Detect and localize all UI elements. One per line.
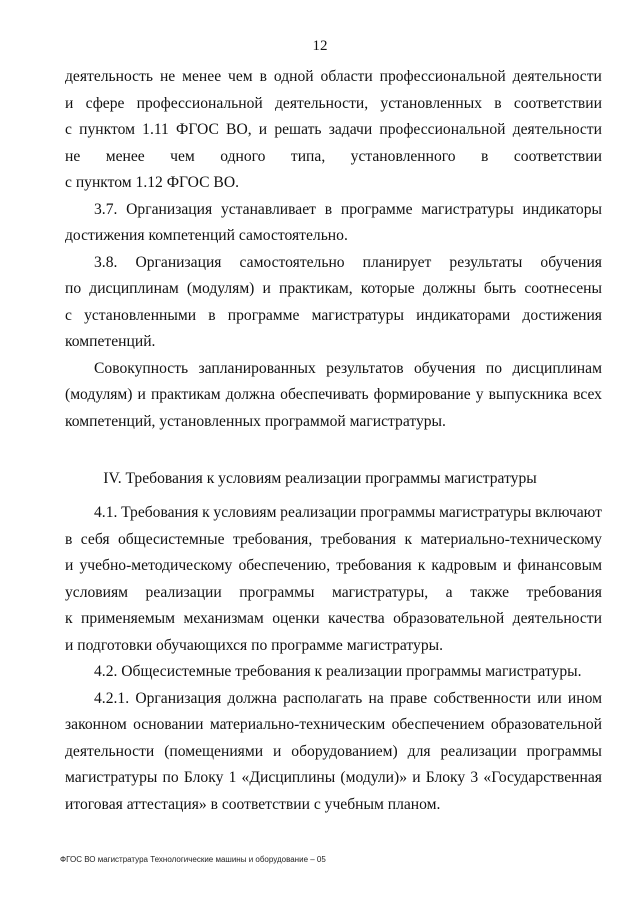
word: устанавливает bbox=[220, 200, 316, 218]
word: и bbox=[137, 386, 146, 403]
word: Требования bbox=[121, 504, 199, 521]
word: индикаторами bbox=[416, 306, 511, 324]
word: индикаторы bbox=[522, 200, 602, 218]
word: и bbox=[412, 769, 421, 786]
word: по bbox=[162, 769, 179, 786]
word: сфере bbox=[85, 94, 125, 112]
word: Блоку bbox=[183, 769, 224, 786]
text-line bbox=[65, 144, 602, 171]
word: реализации bbox=[440, 742, 517, 760]
word: программы bbox=[526, 742, 602, 760]
word: Организация bbox=[135, 253, 222, 271]
word: должна bbox=[225, 386, 276, 403]
word: качества bbox=[328, 610, 385, 627]
word: формирование bbox=[373, 386, 471, 403]
word: программе bbox=[340, 200, 413, 218]
word: самостоятельно bbox=[239, 253, 345, 271]
word: с bbox=[65, 121, 72, 138]
word: профессиональной bbox=[379, 121, 506, 138]
word: соответствии bbox=[513, 147, 602, 165]
word: деятельности bbox=[65, 742, 155, 760]
word: деятельности bbox=[512, 68, 602, 85]
text-line bbox=[65, 64, 602, 91]
word: требования bbox=[336, 557, 412, 574]
word: материально-техническому bbox=[420, 530, 602, 548]
word: ВО, bbox=[226, 121, 252, 138]
word: (модули)» bbox=[340, 769, 407, 786]
text-line bbox=[65, 197, 602, 224]
word: программы bbox=[360, 504, 436, 521]
word: и bbox=[273, 742, 282, 760]
word: установленных bbox=[380, 94, 483, 112]
word: себя bbox=[80, 530, 110, 548]
word: деятельность bbox=[65, 68, 154, 85]
text-line: итоговая аттестация» в соответствии с учебным планом. bbox=[65, 795, 441, 813]
word: Совокупность bbox=[94, 359, 189, 377]
word: располагать bbox=[283, 689, 363, 707]
word: к bbox=[202, 504, 210, 521]
text-line bbox=[65, 580, 602, 607]
text-line bbox=[65, 250, 602, 277]
word: оборудованием) bbox=[291, 742, 398, 760]
word: или bbox=[537, 689, 562, 707]
word: для bbox=[407, 742, 431, 760]
text-line bbox=[65, 686, 602, 713]
word: и bbox=[262, 280, 271, 297]
word: обеспечивать bbox=[280, 386, 369, 403]
word: установленного bbox=[350, 147, 456, 165]
word: Блоку bbox=[425, 769, 466, 786]
word: деятельности bbox=[512, 121, 602, 138]
text-line bbox=[65, 303, 602, 330]
text-line: с пунктом 1.12 ФГОС ВО. bbox=[65, 174, 239, 191]
word: достижения bbox=[522, 306, 602, 324]
word: практикам, bbox=[278, 280, 353, 297]
word: решать bbox=[274, 121, 322, 138]
word: быть bbox=[483, 280, 517, 297]
word: типа, bbox=[290, 147, 326, 165]
word: обеспечению, bbox=[238, 557, 331, 574]
word: 1 bbox=[228, 769, 237, 786]
word: и bbox=[65, 94, 74, 112]
text-line bbox=[65, 712, 602, 739]
word: Организация bbox=[126, 200, 213, 218]
word: финансовым bbox=[517, 557, 602, 574]
word: магистратуры bbox=[65, 769, 158, 786]
text-line bbox=[65, 765, 602, 792]
word: в bbox=[259, 68, 267, 85]
text-line: компетенций. bbox=[65, 333, 156, 350]
word: программы bbox=[239, 583, 315, 601]
word: обеспечением bbox=[391, 716, 485, 733]
word: и bbox=[503, 557, 512, 574]
word: магистратуры bbox=[439, 504, 532, 521]
word: запланированных bbox=[198, 359, 316, 377]
word: и bbox=[65, 557, 74, 574]
word: 3 bbox=[470, 769, 479, 786]
word: требования bbox=[526, 583, 602, 601]
word: (помещениями bbox=[164, 742, 264, 760]
word: должна bbox=[227, 689, 277, 707]
word: планирует bbox=[362, 253, 432, 271]
word: обучения bbox=[413, 359, 476, 377]
word: к bbox=[404, 530, 413, 548]
word: в bbox=[65, 530, 73, 548]
word: магистратуры, bbox=[331, 583, 429, 601]
word: 3.7. bbox=[94, 200, 118, 218]
word: деятельности, bbox=[275, 94, 369, 112]
word: механизмам bbox=[183, 610, 264, 627]
word: всех bbox=[573, 386, 602, 403]
word: основании bbox=[133, 716, 204, 733]
word: программе bbox=[227, 306, 300, 324]
word: 1.11 bbox=[142, 121, 169, 138]
word: дисциплинам bbox=[89, 280, 179, 297]
word: также bbox=[470, 583, 510, 601]
word: ФГОС bbox=[176, 121, 219, 138]
word: установленными bbox=[84, 306, 197, 324]
page-number: 12 bbox=[312, 38, 328, 54]
word: области bbox=[320, 68, 373, 85]
word: (модулям) bbox=[186, 280, 255, 297]
word: обучения bbox=[540, 253, 602, 271]
word: к bbox=[417, 557, 426, 574]
text-line: достижения компетенций самостоятельно. bbox=[65, 227, 348, 244]
text-line bbox=[65, 739, 602, 766]
word: одного bbox=[220, 147, 266, 165]
word: соответствии bbox=[513, 94, 602, 112]
word: общесистемные bbox=[117, 530, 225, 548]
word: дисциплинам bbox=[512, 359, 602, 377]
text-line: компетенций, установленных программой магистратуры. bbox=[65, 412, 446, 430]
text-line bbox=[65, 606, 602, 633]
text-line bbox=[65, 356, 602, 383]
word: результаты bbox=[449, 253, 523, 271]
word: практикам bbox=[150, 386, 221, 403]
word: праве bbox=[389, 689, 428, 707]
word: соотнесены bbox=[524, 280, 602, 297]
word: материально-техническим bbox=[209, 716, 386, 733]
word: чем bbox=[228, 68, 253, 85]
word: по bbox=[485, 359, 503, 377]
word: магистратуры bbox=[421, 200, 514, 218]
word: профессиональной bbox=[136, 94, 263, 112]
word: результатов bbox=[326, 359, 404, 377]
word: магистратуры bbox=[311, 306, 404, 324]
word: к bbox=[65, 610, 73, 627]
word: ином bbox=[567, 689, 602, 707]
word: 4.2.1. bbox=[94, 689, 130, 707]
word: собственности bbox=[433, 689, 531, 707]
word: выпускника bbox=[488, 386, 568, 403]
word: 3.8. bbox=[94, 253, 118, 271]
word: образовательной bbox=[393, 610, 505, 627]
text-line bbox=[65, 553, 602, 580]
word: (модулям) bbox=[65, 386, 133, 403]
text-line bbox=[65, 382, 602, 409]
word: на bbox=[368, 689, 384, 707]
word: в bbox=[208, 306, 216, 324]
word: реализации bbox=[145, 583, 222, 601]
text-line: и подготовки обучающихся по программе магистратуры. bbox=[65, 636, 443, 654]
word: менее bbox=[182, 68, 222, 85]
text-line: 4.2. Общесистемные требования к реализации программы магистратуры. bbox=[94, 663, 582, 680]
word: с bbox=[65, 306, 72, 324]
text-line bbox=[65, 117, 602, 144]
word: применяемым bbox=[81, 610, 175, 627]
word: чем bbox=[170, 147, 195, 165]
word: условиям bbox=[213, 504, 277, 521]
text-line bbox=[65, 91, 602, 118]
word: образовательной bbox=[490, 716, 602, 733]
word: оценки bbox=[272, 610, 320, 627]
word: не bbox=[65, 147, 81, 165]
word: должны bbox=[422, 280, 476, 297]
word: в bbox=[481, 147, 489, 165]
word: одной bbox=[273, 68, 314, 85]
word: 4.1. bbox=[94, 504, 118, 521]
text-line bbox=[65, 276, 602, 303]
word: по bbox=[65, 280, 82, 297]
word: задачи bbox=[328, 121, 373, 138]
word: профессиональной bbox=[379, 68, 506, 85]
word: условиям bbox=[65, 583, 129, 601]
text-line bbox=[65, 527, 602, 554]
word: законном bbox=[65, 716, 127, 733]
word: не bbox=[159, 68, 176, 85]
word: кадровым bbox=[431, 557, 497, 574]
word: у bbox=[475, 386, 484, 403]
word: Организация bbox=[135, 689, 222, 707]
section-heading: IV. Требования к условиям реализации программы магистратуры bbox=[103, 470, 537, 487]
word: требования bbox=[320, 530, 397, 548]
word: которые bbox=[360, 280, 415, 297]
word: пунктом bbox=[79, 121, 135, 138]
word: включают bbox=[535, 504, 602, 521]
word: в bbox=[494, 94, 502, 112]
word: реализации bbox=[280, 504, 357, 521]
word: деятельности bbox=[512, 610, 602, 627]
word: и bbox=[258, 121, 268, 138]
word: в bbox=[324, 200, 333, 218]
text-line bbox=[65, 500, 602, 527]
word: а bbox=[445, 583, 453, 601]
word: «Государственная bbox=[483, 769, 602, 786]
word: требования, bbox=[232, 530, 313, 548]
page-footer: ФГОС ВО магистратура Технологические машины и оборудование – 05 bbox=[60, 855, 326, 864]
word: учебно-методическому bbox=[79, 557, 233, 574]
word: менее bbox=[105, 147, 145, 165]
text-block-section-3 bbox=[65, 64, 602, 435]
text-block-section-4 bbox=[65, 500, 602, 818]
word: «Дисциплины bbox=[241, 769, 336, 786]
